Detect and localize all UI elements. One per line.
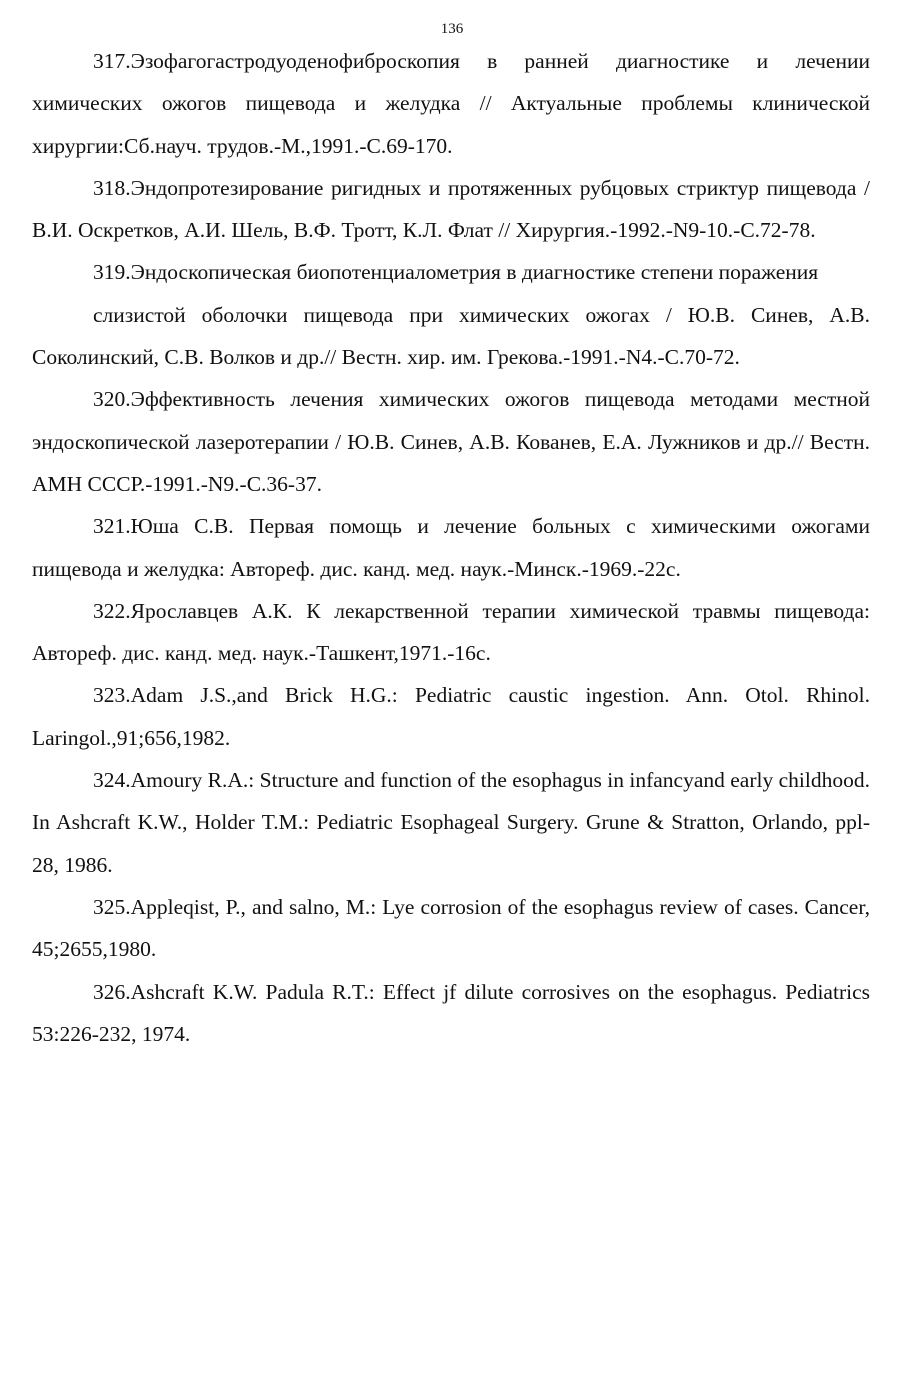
reference-entry-325: 325.Appleqist, P., and salno, M.: Lye corrosion of the esophagus review of cases. Cancer, 45;2655,1980. [32,894,870,962]
page-number: 136 [440,21,464,37]
reference-entry-319-continuation: слизистой оболочки пищевода при химических ожогах / Ю.В. Синев, А.В. Соколинский, С.В. Волков и др.// Вестн. хир. им. Грекова.-1991.-N4.-С.70-72. [32,302,870,370]
reference-entry-319-first-line: 319.Эндоскопическая биопотенциалометрия в диагностике степени поражения [93,260,819,285]
reference-entry-321: 321.Юша С.В. Первая помощь и лечение больных с химическими ожогами пищевода и желудка: Автореф. дис. канд. мед. наук.-Минск.-1969.-22с. [32,514,870,581]
reference-entry-320: 320.Эффективность лечения химических ожогов пищевода методами местной эндоскопической лазеротерапии / Ю.В. Синев, А.В. Кованев, Е.А. Лужников и др.// Вестн. АМН СССР.-1991.-N9.-С.36-37. [32,387,870,496]
reference-entry-318: 318.Эндопротезирование ригидных и протяженных рубцовых стриктур пищевода / В.И. Оскретков, А.И. Шель, В.Ф. Тротт, К.Л. Флат // Хирургия.-1992.-N9-10.-С.72-78. [32,175,870,243]
reference-entry-322: 322.Ярославцев А.К. К лекарственной терапии химической травмы пищевода: Автореф. дис. канд. мед. наук.-Ташкент,1971.-16с. [32,598,870,666]
reference-list [32,40,870,1055]
reference-entry-317: 317.Эзофагогастродуоденофиброскопия в ранней диагностике и лечении химических ожогов пищевода и желудка // Актуальные проблемы клинической хирургии:Сб.науч. трудов.-М.,1991.-С.69-170. [32,49,870,158]
reference-entry-324: 324.Amoury R.A.: Structure and function of the esophagus in infancyand early childhood. In Ashcraft K.W., Holder T.M.: Pediatric Esophageal Surgery. Grune & Stratton, Orlando, ppl-28, 1986. [32,768,870,877]
reference-entry-323: 323.Adam J.S.,and Brick H.G.: Pediatric caustic ingestion. Ann. Otol. Rhinol. Laringol.,91;656,1982. [32,683,870,750]
reference-entry-326: 326.Ashcraft K.W. Padula R.T.: Effect jf dilute corrosives on the esophagus. Pediatrics 53:226-232, 1974. [32,979,870,1046]
reference-entry-319 [32,251,870,378]
